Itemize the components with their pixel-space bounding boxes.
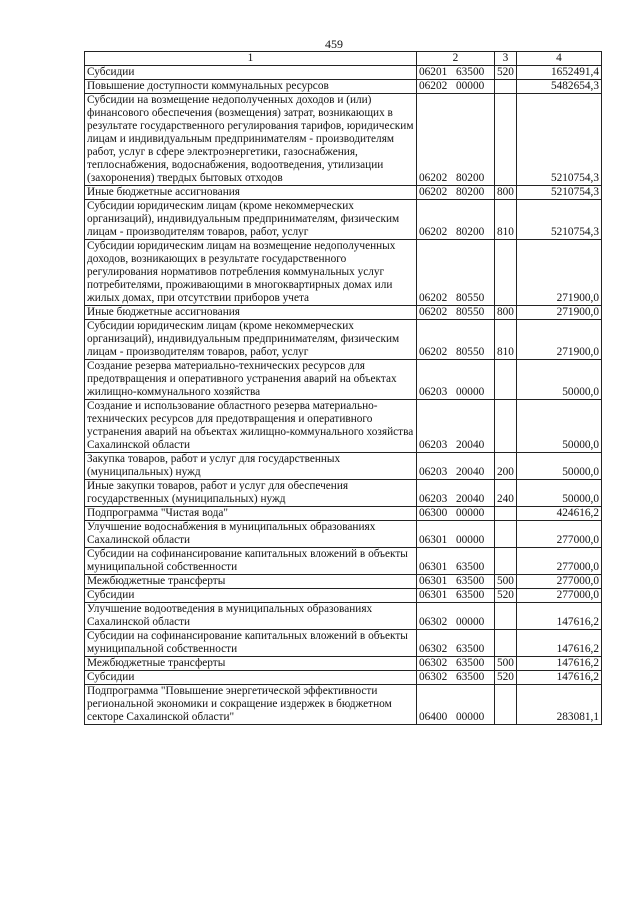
row-code-program: 06301	[419, 589, 448, 601]
row-code-program: 06302	[419, 616, 448, 628]
row-sum: 277000,0	[517, 575, 602, 589]
table-row	[85, 186, 602, 200]
table-row	[85, 453, 602, 480]
row-sum: 283081,1	[517, 685, 602, 725]
row-sum: 271900,0	[517, 240, 602, 306]
row-sum: 1652491,4	[517, 66, 602, 80]
table-row	[85, 521, 602, 548]
row-code-direction: 80550	[456, 306, 485, 318]
table-row	[85, 240, 602, 306]
row-code	[417, 453, 495, 480]
table-row	[85, 320, 602, 360]
row-name: Иные закупки товаров, работ и услуг для обеспечения государственных (муниципальных) нужд	[85, 480, 417, 507]
row-name: Субсидии на софинансирование капитальных вложений в объекты муниципальной собственности	[85, 630, 417, 657]
row-code-direction: 80200	[456, 186, 485, 198]
row-kind: 500	[495, 575, 517, 589]
row-name: Межбюджетные трансферты	[85, 575, 417, 589]
row-code	[417, 320, 495, 360]
row-kind: 240	[495, 480, 517, 507]
row-kind	[495, 80, 517, 94]
table-row	[85, 603, 602, 630]
row-code-direction: 20040	[456, 466, 485, 478]
row-kind	[495, 240, 517, 306]
row-sum: 50000,0	[517, 480, 602, 507]
row-name: Межбюджетные трансферты	[85, 657, 417, 671]
row-code-direction: 63500	[456, 657, 485, 669]
row-name: Улучшение водоотведения в муниципальных образованиях Сахалинской области	[85, 603, 417, 630]
row-code-direction: 00000	[456, 534, 485, 546]
table-row	[85, 200, 602, 240]
header-col-kind: 3	[495, 52, 517, 66]
row-code	[417, 575, 495, 589]
row-code-direction: 80550	[456, 292, 485, 304]
row-code-program: 06203	[419, 439, 448, 451]
row-sum: 147616,2	[517, 630, 602, 657]
row-kind: 520	[495, 589, 517, 603]
row-code-program: 06301	[419, 575, 448, 587]
row-kind	[495, 685, 517, 725]
row-kind: 520	[495, 671, 517, 685]
row-name: Создание и использование областного резерва материально-технических ресурсов для предотвращения и оперативного устранения аварий на объектах жилищно-коммунального хозяйства Сахалинской области	[85, 400, 417, 453]
row-sum: 5210754,3	[517, 200, 602, 240]
row-kind	[495, 360, 517, 400]
row-code	[417, 603, 495, 630]
row-code-direction: 00000	[456, 80, 485, 92]
table-row	[85, 480, 602, 507]
table-row	[85, 685, 602, 725]
row-sum: 277000,0	[517, 589, 602, 603]
row-kind	[495, 603, 517, 630]
row-name: Повышение доступности коммунальных ресурсов	[85, 80, 417, 94]
row-name: Иные бюджетные ассигнования	[85, 186, 417, 200]
row-code	[417, 186, 495, 200]
row-code-direction: 00000	[456, 386, 485, 398]
row-code	[417, 657, 495, 671]
row-sum: 271900,0	[517, 306, 602, 320]
row-code-program: 06202	[419, 306, 448, 318]
row-kind	[495, 630, 517, 657]
row-code-direction: 63500	[456, 589, 485, 601]
row-code-program: 06301	[419, 534, 448, 546]
row-code-program: 06203	[419, 386, 448, 398]
row-kind	[495, 400, 517, 453]
table-row	[85, 360, 602, 400]
row-kind: 810	[495, 320, 517, 360]
row-name: Субсидии юридическим лицам (кроме некоммерческих организаций), индивидуальным предпринимателям, физическим лицам - производителям товаров, работ, услуг	[85, 320, 417, 360]
row-code	[417, 521, 495, 548]
row-sum: 5210754,3	[517, 94, 602, 186]
row-sum: 50000,0	[517, 400, 602, 453]
row-sum: 277000,0	[517, 521, 602, 548]
row-code-program: 06202	[419, 226, 448, 238]
row-code-program: 06203	[419, 466, 448, 478]
row-sum: 5210754,3	[517, 186, 602, 200]
row-code-program: 06202	[419, 346, 448, 358]
row-name: Субсидии	[85, 66, 417, 80]
row-code-direction: 63500	[456, 561, 485, 573]
table-row	[85, 548, 602, 575]
row-code-program: 06202	[419, 172, 448, 184]
row-name: Субсидии юридическим лицам на возмещение недополученных доходов, возникающих в результате государственного регулирования нормативов потребления коммунальных услуг потребителями, проживающими в многоквартирных домах или жилых домах, при отсутствии приборов учета	[85, 240, 417, 306]
table-row	[85, 671, 602, 685]
row-sum: 271900,0	[517, 320, 602, 360]
row-kind	[495, 507, 517, 521]
row-code	[417, 66, 495, 80]
row-code	[417, 360, 495, 400]
row-code-direction: 20040	[456, 439, 485, 451]
row-kind: 520	[495, 66, 517, 80]
table-row	[85, 80, 602, 94]
row-code-program: 06400	[419, 711, 448, 723]
row-name: Субсидии на софинансирование капитальных вложений в объекты муниципальной собственности	[85, 548, 417, 575]
row-code-direction: 63500	[456, 671, 485, 683]
row-sum: 147616,2	[517, 671, 602, 685]
table-row	[85, 66, 602, 80]
row-name: Иные бюджетные ассигнования	[85, 306, 417, 320]
row-code	[417, 306, 495, 320]
row-code-direction: 00000	[456, 616, 485, 628]
row-name: Субсидии	[85, 671, 417, 685]
row-sum: 147616,2	[517, 603, 602, 630]
row-code-direction: 63500	[456, 66, 485, 78]
row-kind: 810	[495, 200, 517, 240]
row-kind	[495, 548, 517, 575]
row-kind: 500	[495, 657, 517, 671]
row-kind: 800	[495, 306, 517, 320]
row-sum: 50000,0	[517, 360, 602, 400]
row-code	[417, 200, 495, 240]
row-code	[417, 507, 495, 521]
header-col-name: 1	[85, 52, 417, 66]
row-code-program: 06202	[419, 186, 448, 198]
page-number: 459	[325, 37, 343, 51]
table-row	[85, 657, 602, 671]
row-code	[417, 630, 495, 657]
row-name: Субсидии	[85, 589, 417, 603]
table-body	[85, 66, 602, 725]
row-sum: 277000,0	[517, 548, 602, 575]
row-code-program: 06302	[419, 671, 448, 683]
row-code-direction: 00000	[456, 507, 485, 519]
table-row	[85, 630, 602, 657]
table-row	[85, 589, 602, 603]
row-sum: 147616,2	[517, 657, 602, 671]
row-code-direction: 63500	[456, 643, 485, 655]
table-row	[85, 94, 602, 186]
table-row	[85, 400, 602, 453]
row-sum: 50000,0	[517, 453, 602, 480]
table-header	[85, 52, 602, 66]
row-code-program: 06302	[419, 643, 448, 655]
row-kind: 800	[495, 186, 517, 200]
row-code-direction: 63500	[456, 575, 485, 587]
row-code-direction: 00000	[456, 711, 485, 723]
row-kind	[495, 521, 517, 548]
row-code-program: 06300	[419, 507, 448, 519]
row-name: Подпрограмма "Чистая вода"	[85, 507, 417, 521]
row-name: Создание резерва материально-технических ресурсов для предотвращения и оперативного устранения аварий на объектах жилищно-коммунального хозяйства	[85, 360, 417, 400]
row-code-program: 06202	[419, 80, 448, 92]
row-code	[417, 480, 495, 507]
budget-table	[84, 51, 602, 725]
row-sum: 5482654,3	[517, 80, 602, 94]
row-code-direction: 80200	[456, 226, 485, 238]
header-col-code: 2	[417, 52, 495, 66]
row-code	[417, 589, 495, 603]
table-row	[85, 575, 602, 589]
row-code	[417, 80, 495, 94]
table-row	[85, 507, 602, 521]
row-code-direction: 20040	[456, 493, 485, 505]
row-code	[417, 94, 495, 186]
row-code-direction: 80200	[456, 172, 485, 184]
row-sum: 424616,2	[517, 507, 602, 521]
row-code	[417, 685, 495, 725]
row-kind	[495, 94, 517, 186]
row-kind: 200	[495, 453, 517, 480]
row-name: Закупка товаров, работ и услуг для государственных (муниципальных) нужд	[85, 453, 417, 480]
row-code-program: 06203	[419, 493, 448, 505]
row-code	[417, 671, 495, 685]
row-code-program: 06301	[419, 561, 448, 573]
row-code	[417, 240, 495, 306]
row-code	[417, 548, 495, 575]
table-row	[85, 306, 602, 320]
header-col-sum: 4	[517, 52, 602, 66]
header-row	[85, 52, 602, 66]
row-code	[417, 400, 495, 453]
row-name: Подпрограмма "Повышение энергетической эффективности региональной экономики и сокращение издержек в бюджетном секторе Сахалинской области"	[85, 685, 417, 725]
row-name: Улучшение водоснабжения в муниципальных образованиях Сахалинской области	[85, 521, 417, 548]
row-code-program: 06201	[419, 66, 448, 78]
row-code-program: 06302	[419, 657, 448, 669]
row-code-direction: 80550	[456, 346, 485, 358]
row-name: Субсидии юридическим лицам (кроме некоммерческих организаций), индивидуальным предпринимателям, физическим лицам - производителям товаров, работ, услуг	[85, 200, 417, 240]
row-name: Субсидии на возмещение недополученных доходов и (или) финансового обеспечения (возмещения) затрат, возникающих в результате государственного регулирования тарифов, юридическим лицам и индивидуальным предпринимателям - производителям работ, услуг в сфере электроэнергетики, газоснабжения, теплоснабжения, водоснабжения, водоотведения, утилизации (захоронения) твердых бытовых отходов	[85, 94, 417, 186]
row-code-program: 06202	[419, 292, 448, 304]
